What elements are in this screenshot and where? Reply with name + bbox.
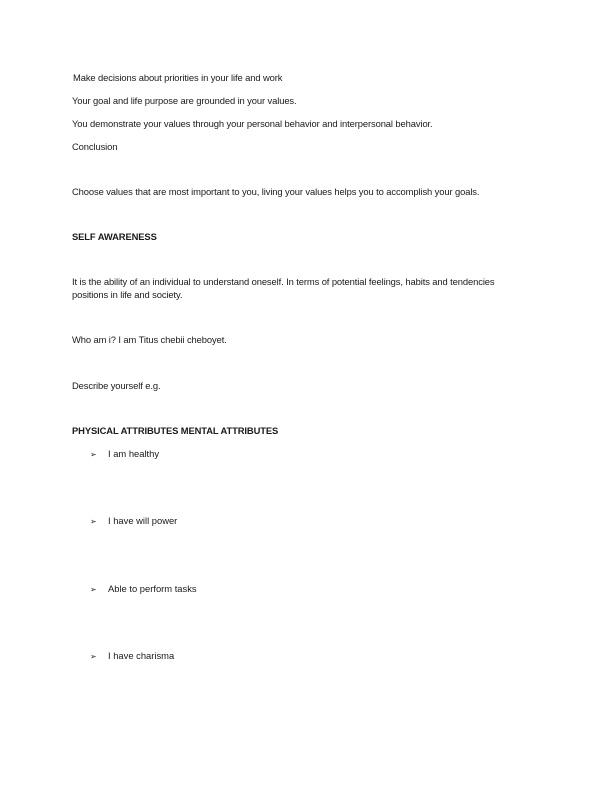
list-item-label: I am healthy	[108, 448, 160, 459]
text-who-am-i: Who am i? I am Titus chebii cheboyet.	[72, 334, 227, 345]
list-item	[90, 582, 197, 596]
text-describe: Describe yourself e.g.	[72, 380, 161, 391]
text-definition: It is the ability of an individual to understand oneself. In terms of potential feelings, habits and tendencies positions in life and society.	[72, 276, 495, 300]
arrow-bullet-icon: ➢	[90, 517, 97, 526]
text-line-priorities: Make decisions about priorities in your life and work	[73, 72, 283, 83]
text-line-goal: Your goal and life purpose are grounded in your values.	[72, 95, 297, 106]
list-item-label: Able to perform tasks	[108, 583, 197, 594]
text-line-choose-values: Choose values that are most important to you, living your values helps you to accomplish your goals.	[72, 186, 480, 197]
list-item-label: I have charisma	[108, 650, 175, 661]
list-item-label: I have will power	[108, 515, 178, 526]
text-line-conclusion: Conclusion	[72, 141, 118, 152]
arrow-bullet-icon: ➢	[90, 450, 97, 459]
list-item	[90, 447, 159, 461]
list-item	[90, 514, 177, 528]
list-item	[90, 649, 174, 663]
heading-self-awareness: SELF AWARENESS	[72, 231, 157, 242]
arrow-bullet-icon: ➢	[90, 652, 97, 661]
text-line-demonstrate: You demonstrate your values through your personal behavior and interpersonal behavior.	[72, 118, 433, 129]
arrow-bullet-icon: ➢	[90, 585, 97, 594]
heading-attributes: PHYSICAL ATTRIBUTES MENTAL ATTRIBUTES	[72, 425, 279, 436]
